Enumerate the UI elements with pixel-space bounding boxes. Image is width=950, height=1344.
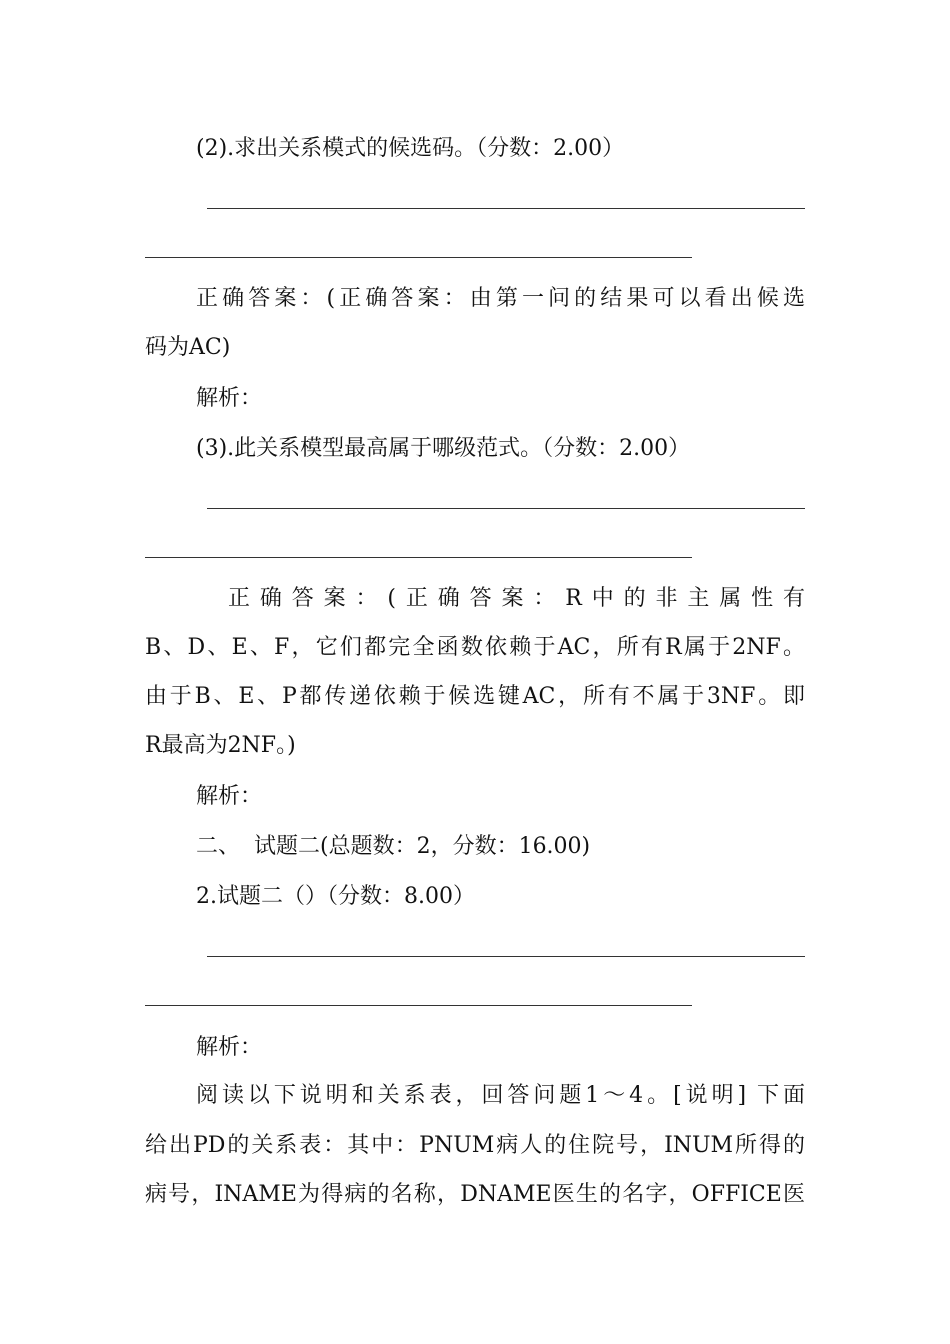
paragraph-line-2: 给出PD的关系表：其中：PNUM病人的住院号，INUM所得的 xyxy=(145,1133,805,1158)
analysis-label: 解析： xyxy=(196,784,263,809)
answer-blank-line-1 xyxy=(207,956,805,957)
answer-2-line-2: 码为AC) xyxy=(145,335,231,360)
answer-3-line-2: B、D、E、F，它们都完全函数依赖于AC，所有R属于2NF。 xyxy=(145,635,805,660)
question-2-section-2: 2.试题二（）（分数：8.00） xyxy=(196,884,475,909)
question-3: (3).此关系模型最高属于哪级范式。（分数：2.00） xyxy=(196,436,691,461)
question-2: (2).求出关系模式的候选码。（分数：2.00） xyxy=(196,136,625,161)
analysis-label: 解析： xyxy=(196,1035,263,1060)
analysis-label: 解析： xyxy=(196,386,263,411)
answer-3-line-1: 正确答案：(正确答案：R中的非主属性有 xyxy=(228,586,805,611)
answer-3-line-4: R最高为2NF。) xyxy=(145,733,296,758)
answer-blank-line-1 xyxy=(207,508,805,509)
answer-3-line-3: 由于B、E、P都传递依赖于候选键AC，所有不属于3NF。即 xyxy=(145,684,805,709)
section-2-heading: 二、 试题二(总题数：2，分数：16.00) xyxy=(196,834,591,859)
answer-2-line-1: 正确答案：(正确答案：由第一问的结果可以看出候选 xyxy=(196,286,805,311)
answer-blank-line-2 xyxy=(145,557,692,558)
answer-blank-line-2 xyxy=(145,257,692,258)
paragraph-line-3: 病号，INAME为得病的名称，DNAME医生的名字，OFFICE医 xyxy=(145,1182,805,1207)
answer-blank-line-1 xyxy=(207,208,805,209)
answer-blank-line-2 xyxy=(145,1005,692,1006)
paragraph-line-1: 阅读以下说明和关系表，回答问题1～4。[说明] 下面 xyxy=(196,1083,805,1108)
